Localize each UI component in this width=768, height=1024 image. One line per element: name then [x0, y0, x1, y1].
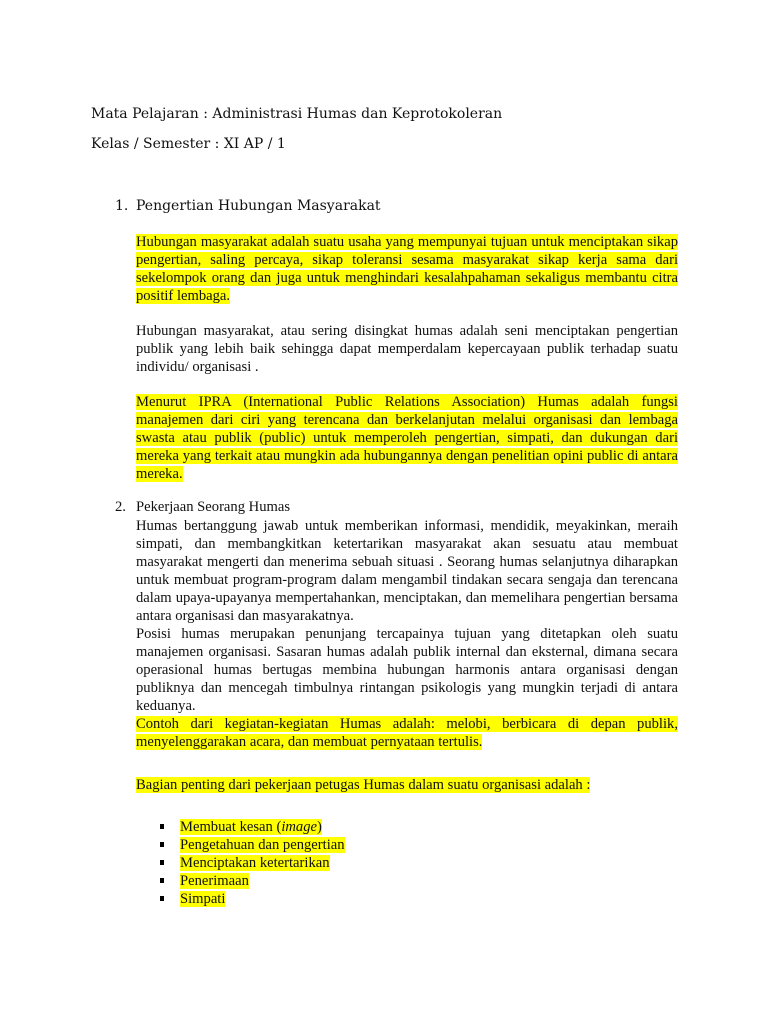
section-1-paragraph-3	[136, 393, 678, 483]
section-2-paragraph-2: Posisi humas merupakan penunjang tercapainya tujuan yang ditetapkan oleh suatu manajemen organisasi. Sasaran humas adalah publik internal dan eksternal, dimana secara operasional humas bertugas membina hubungan harmonis antara organisasi dengan publiknya dan mencegah timbulnya rintangan psikologis yang mungkin terjadi di antara keduanya.	[136, 626, 678, 714]
highlighted-text: Menurut IPRA (International Public Relations Association) Humas adalah fungsi manajemen dari ciri yang terencana dan berkelanjutan melalui organisasi dan lembaga swasta atau publik (public) untuk memperoleh pengertian, simpati, dan dukungan dari mereka yang terkait atau mungkin ada hubungannya dengan penelitian opini public di antara mereka.	[136, 394, 678, 482]
highlighted-text: Hubungan masyarakat adalah suatu usaha yang mempunyai tujuan untuk menciptakan sikap pengertian, saling percaya, sikap toleransi sesama masyarakat sikap kerja sama dari sekelompok orang dan juga untuk menghindari kesalahpahaman sekaligus membantu citra positif lembaga.	[136, 234, 678, 304]
square-bullet-icon	[160, 896, 164, 901]
list-item-text: Simpati	[180, 891, 226, 907]
highlighted-text: Contoh dari kegiatan-kegiatan Humas adalah: melobi, berbicara di depan publik, menyelenggarakan acara, dan membuat pernyataan tertulis.	[136, 716, 678, 750]
list-item	[160, 854, 345, 872]
square-bullet-icon	[160, 878, 164, 883]
highlighted-text: Bagian penting dari pekerjaan petugas Humas dalam suatu organisasi adalah :	[136, 777, 591, 793]
section-1-paragraph-1	[136, 233, 678, 305]
list-item-text: Membuat kesan (image)	[180, 819, 322, 835]
list-item-text: Penerimaan	[180, 873, 249, 889]
section-1-paragraph-2: Hubungan masyarakat, atau sering disingkat humas adalah seni menciptakan pengertian publik yang lebih baik sehingga dapat memperdalam kepercayaan publik terhadap suatu individu/ organisasi .	[136, 323, 678, 375]
section-2-heading	[115, 499, 290, 516]
section-2-paragraph-4	[136, 776, 678, 794]
section-2-paragraph-3	[136, 715, 678, 751]
section-2-title: Pekerjaan Seorang Humas	[136, 499, 290, 515]
list-item	[160, 872, 345, 890]
subject-line: Mata Pelajaran : Administrasi Humas dan Keprotokoleran	[91, 106, 503, 122]
square-bullet-icon	[160, 824, 164, 829]
list-item	[160, 818, 345, 836]
square-bullet-icon	[160, 860, 164, 865]
section-1-title: Pengertian Hubungan Masyarakat	[136, 198, 381, 214]
section-1-heading	[115, 198, 381, 214]
square-bullet-icon	[160, 842, 164, 847]
section-2-number: 2.	[115, 499, 126, 515]
list-item	[160, 890, 345, 908]
section-2-paragraph-1: Humas bertanggung jawab untuk memberikan informasi, mendidik, meyakinkan, meraih simpati, dan membangkitkan ketertarikan masyarakat akan sesuatu atau membuat masyarakat mengerti dan menerima sebuah situasi . Seorang humas selanjutnya diharapkan untuk membuat program-program dalam mengambil tindakan secara sengaja dan terencana dalam upaya-upayanya mempertahankan, menciptakan, dan memelihara pengertian bersama antara organisasi dan masyarakatnya.	[136, 518, 678, 624]
bullet-list	[160, 818, 345, 908]
class-line: Kelas / Semester : XI AP / 1	[91, 136, 286, 152]
section-1-number: 1.	[115, 198, 129, 214]
list-item-text: Pengetahuan dan pengertian	[180, 837, 345, 853]
list-item-text: Menciptakan ketertarikan	[180, 855, 330, 871]
list-item	[160, 836, 345, 854]
